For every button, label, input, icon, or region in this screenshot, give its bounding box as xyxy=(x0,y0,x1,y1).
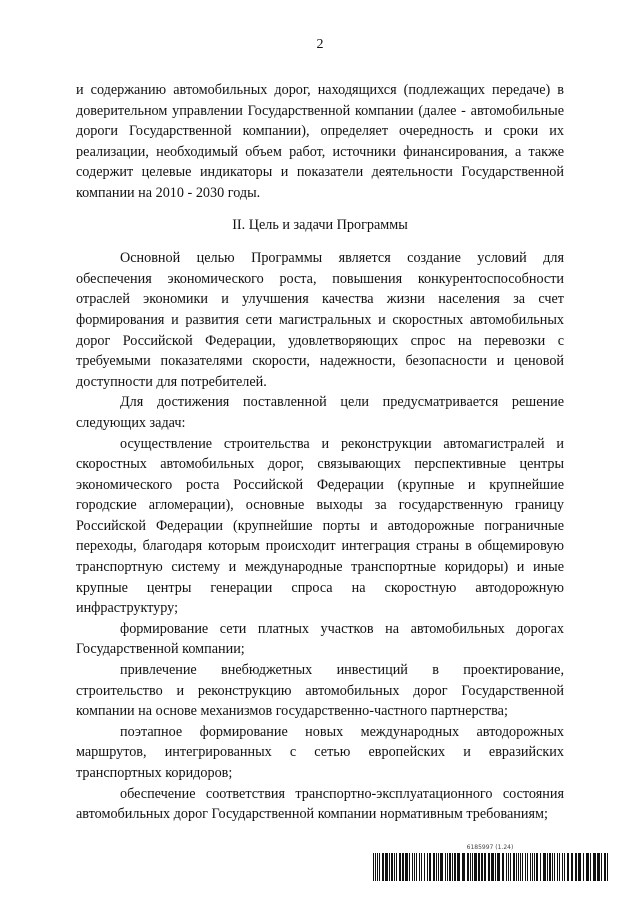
section-heading: II. Цель и задачи Программы xyxy=(232,216,408,233)
page-number: 2 xyxy=(316,37,324,52)
document-code: 6185997 (1.24) xyxy=(466,844,514,851)
document-body xyxy=(76,80,564,825)
paragraph-task-toll-network: формирование сети платных участков на автомобильных дорогах Государственной компании; xyxy=(76,620,564,658)
paragraph-task-routes: поэтапное формирование новых международных автодорожных маршрутов, интегрированных с сетью европейских и евразийских транспортных коридоров; xyxy=(76,723,564,781)
paragraph-tasks-intro: Для достижения поставленной цели предусматривается решение следующих задач: xyxy=(76,394,564,431)
intro-paragraph: и содержанию автомобильных дорог, находящихся (подлежащих передаче) в доверительном управлении Государственной компании (далее - автомобильные дороги Государственной компании), определяет очередность и сроки их реализации, необходимый объем работ, источники финансирования, а также содержит целевые индикаторы и показатели деятельности Государственной компании на 2010 - 2030 годы. xyxy=(76,82,564,201)
paragraph-task-construction: осуществление строительства и реконструкции автомагистралей и скоростных автомобильных дорог, связывающих перспективные центры экономического роста Российской Федерации (крупные и крупнейшие городские агломерации), основные выходы за государственную границу Российской Федерации (крупнейшие порты и автодорожные пограничные переходы, благодаря которым происходит интеграция страны в общемировую транспортную систему и международные транспортные коридоры) и иные крупные центры генерации спроса на скоростную автодорожную инфраструктуру; xyxy=(76,435,564,617)
paragraph-task-condition: обеспечение соответствия транспортно-эксплуатационного состояния автомобильных дорог Государственной компании нормативным требованиям; xyxy=(76,785,564,823)
paragraph-goal: Основной целью Программы является создание условий для обеспечения экономического роста, повышения конкурентоспособности отраслей экономики и улучшения качества жизни населения за счет формирования и развития сети магистральных и скоростных автомобильных дорог Российской Федерации, удовлетворяющих спрос на перевозки с требуемыми показателями скорости, надежности, безопасности и ценовой доступности для потребителей. xyxy=(76,250,564,390)
paragraph-task-investment: привлечение внебюджетных инвестиций в проектирование, строительство и реконструкцию автомобильных дорог Государственной компании на основе механизмов государственно-частного партнерства; xyxy=(76,662,564,720)
barcode-image xyxy=(373,853,609,881)
